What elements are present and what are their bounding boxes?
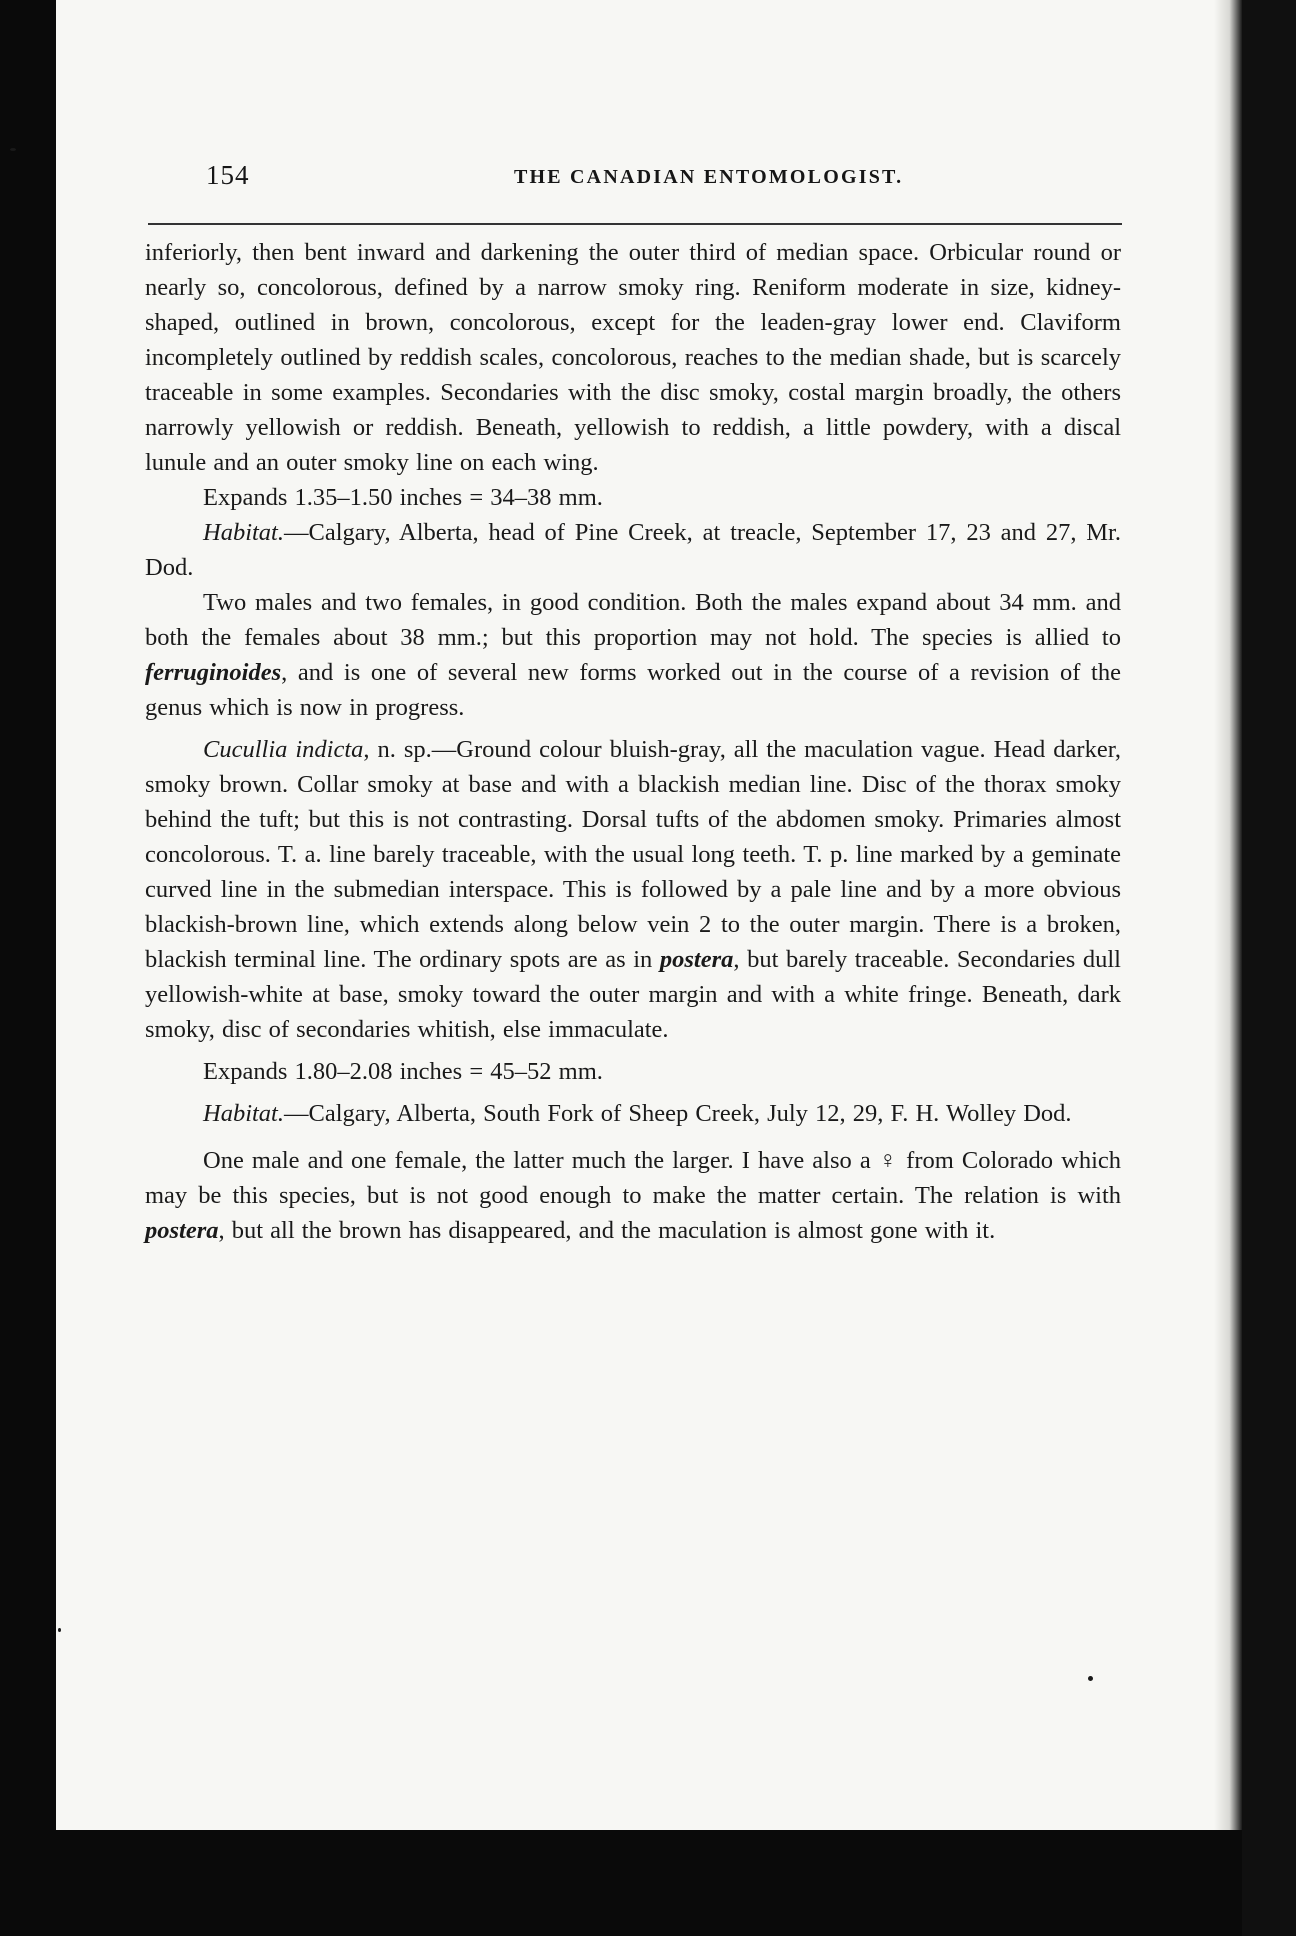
description-text-end: , but barely traceable. Secondaries dull yellowish-white at base, smoky toward the outer margin and with a white fringe. Beneath, dark smoky, disc of secondaries whitish, else immaculate. [145, 946, 1121, 1043]
page-number: 154 [206, 160, 250, 190]
scan-speck [10, 148, 16, 151]
paragraph-continued-description: inferiorly, then bent inward and darkening the outer third of median space. Orbicular round or nearly so, concolorous, defined by a narrow smoky ring. Reniform moderate in size, kidney-shaped, outlined in brown, concolorous, except for the leaden-gray lower end. Claviform incompletely outlined by reddish scales, concolorous, reaches to the median shade, but is scarcely traceable in some examples. Secondaries with the disc smoky, costal margin broadly, the others narrowly yellowish or reddish. Beneath, yellowish to reddish, a little powdery, with a discal lunule and an outer smoky line on each wing. [145, 239, 1121, 476]
specimens-text-start: Two males and two females, in good condition. Both the males expand about 34 mm. and both the females about 38 mm.; but this proportion may not hold. The species is allied to [145, 589, 1121, 651]
paragraph-habitat-2 [145, 1096, 1121, 1131]
running-head: THE CANADIAN ENTOMOLOGIST. [514, 166, 904, 188]
scan-border [1242, 0, 1296, 1936]
paragraph-habitat-1 [145, 515, 1121, 585]
description-text-start: , n. sp.—Ground colour bluish-gray, all the maculation vague. Head darker, smoky brown. Collar smoky at base and with a blackish median line. Disc of the thorax smoky behind the tuft; but this is not contrasting. Dorsal tufts of the abdomen smoky. Primaries almost concolorous. T. a. line barely traceable, with the usual long teeth. T. p. line marked by a geminate curved line in the submedian interspace. This is followed by a pale line and by a more obvious blackish-brown line, which extends along below vein 2 to the outer margin. There is a broken, blackish terminal line. The ordinary spots are as in [145, 736, 1121, 973]
paragraph-expanse-2: Expands 1.80–2.08 inches = 45–52 mm. [203, 1058, 603, 1085]
body-text [145, 235, 1121, 1248]
page-fold-shadow [1214, 0, 1242, 1830]
header-rule [148, 223, 1122, 225]
paragraph-expanse-1: Expands 1.35–1.50 inches = 34–38 mm. [203, 484, 603, 511]
habitat-text: —Calgary, Alberta, head of Pine Creek, at treacle, September 17, 23 and 27, Mr. Dod. [145, 519, 1121, 581]
paragraph-cucullia-indicta [145, 732, 1121, 1047]
species-name-cucullia-indicta: Cucullia indicta [203, 736, 364, 763]
habitat-label: Habitat. [203, 1100, 284, 1127]
scan-speck [1088, 1676, 1093, 1681]
specimens-text-end: , but all the brown has disappeared, and the maculation is almost gone with it. [218, 1217, 996, 1244]
habitat-label: Habitat. [203, 519, 284, 546]
paragraph-specimens-2 [145, 1143, 1121, 1248]
species-name-postera: postera [145, 1217, 219, 1244]
habitat-text: —Calgary, Alberta, South Fork of Sheep Creek, July 12, 29, F. H. Wolley Dod. [284, 1100, 1072, 1127]
species-name-postera: postera [659, 946, 734, 973]
paragraph-specimens-1 [145, 585, 1121, 725]
specimens-text-end: , and is one of several new forms worked out in the course of a revision of the genus which is now in progress. [145, 659, 1121, 721]
specimens-text-start: One male and one female, the latter much the larger. I have also a ♀ from Colorado which may be this species, but is not good enough to make the matter certain. The relation is with [145, 1147, 1121, 1209]
page-header [206, 160, 1176, 200]
scan-speck [58, 1628, 61, 1632]
species-name-ferruginoides: ferruginoides [145, 659, 282, 686]
